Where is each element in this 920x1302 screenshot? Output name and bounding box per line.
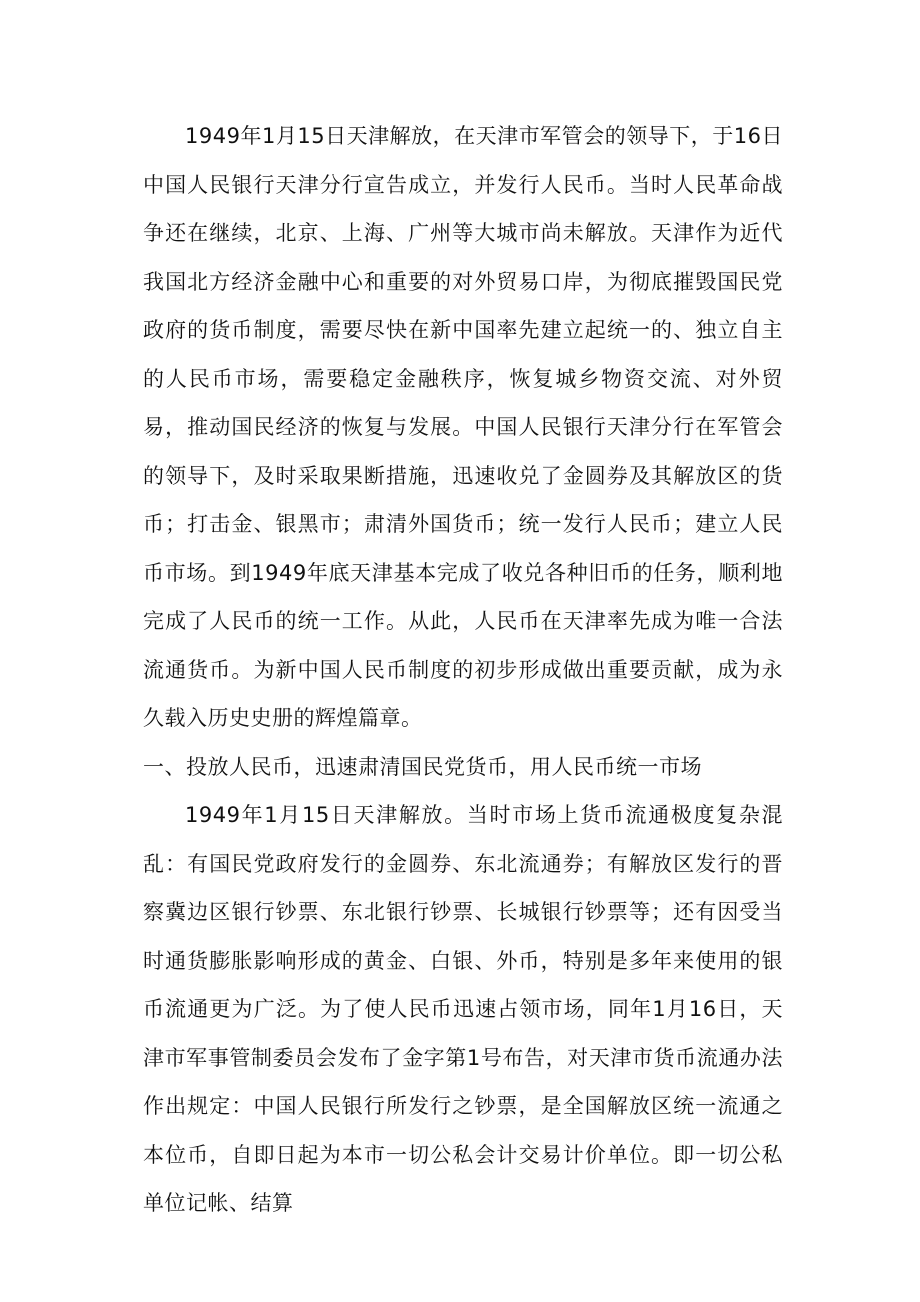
paragraph-section-1: 1949年1月15日天津解放。当时市场上货币流通极度复杂混乱：有国民党政府发行的金圆券、东北流通券；有解放区发行的晋察冀边区银行钞票、东北银行钞票、长城银行钞票等；还有因受当时通货膨胀影响形成的黄金、白银、外币，特别是多年来使用的银币流通更为广泛。为了使人民币迅速占领市场，同年1月16日，天津市军事管制委员会发布了金字第1号布告，对天津市货币流通办法作出规定：中国人民银行所发行之钞票，是全国解放区统一流通之本位币，自即日起为本市一切公私会计交易计价单位。即一切公私单位记帐、结算 <box>143 803 783 1215</box>
document-body <box>143 112 783 1228</box>
paragraph-intro: 1949年1月15日天津解放，在天津市军管会的领导下，于16日中国人民银行天津分行宣告成立，并发行人民币。当时人民革命战争还在继续，北京、上海、广州等大城市尚未解放。天津作为近代我国北方经济金融中心和重要的对外贸易口岸，为彻底摧毁国民党政府的货币制度，需要尽快在新中国率先建立起统一的、独立自主的人民币市场，需要稳定金融秩序，恢复城乡物资交流、对外贸易，推动国民经济的恢复与发展。中国人民银行天津分行在军管会的领导下，及时采取果断措施，迅速收兑了金圆券及其解放区的货币；打击金、银黑市；肃清外国货币；统一发行人民币；建立人民币市场。到1949年底天津基本完成了收兑各种旧币的任务，顺利地完成了人民币的统一工作。从此，人民币在天津率先成为唯一合法流通货币。为新中国人民币制度的初步形成做出重要贡献，成为永久载入历史史册的辉煌篇章。 <box>143 124 783 730</box>
section-heading: 一、投放人民币，迅速肃清国民党货币，用人民币统一市场 <box>143 754 702 779</box>
